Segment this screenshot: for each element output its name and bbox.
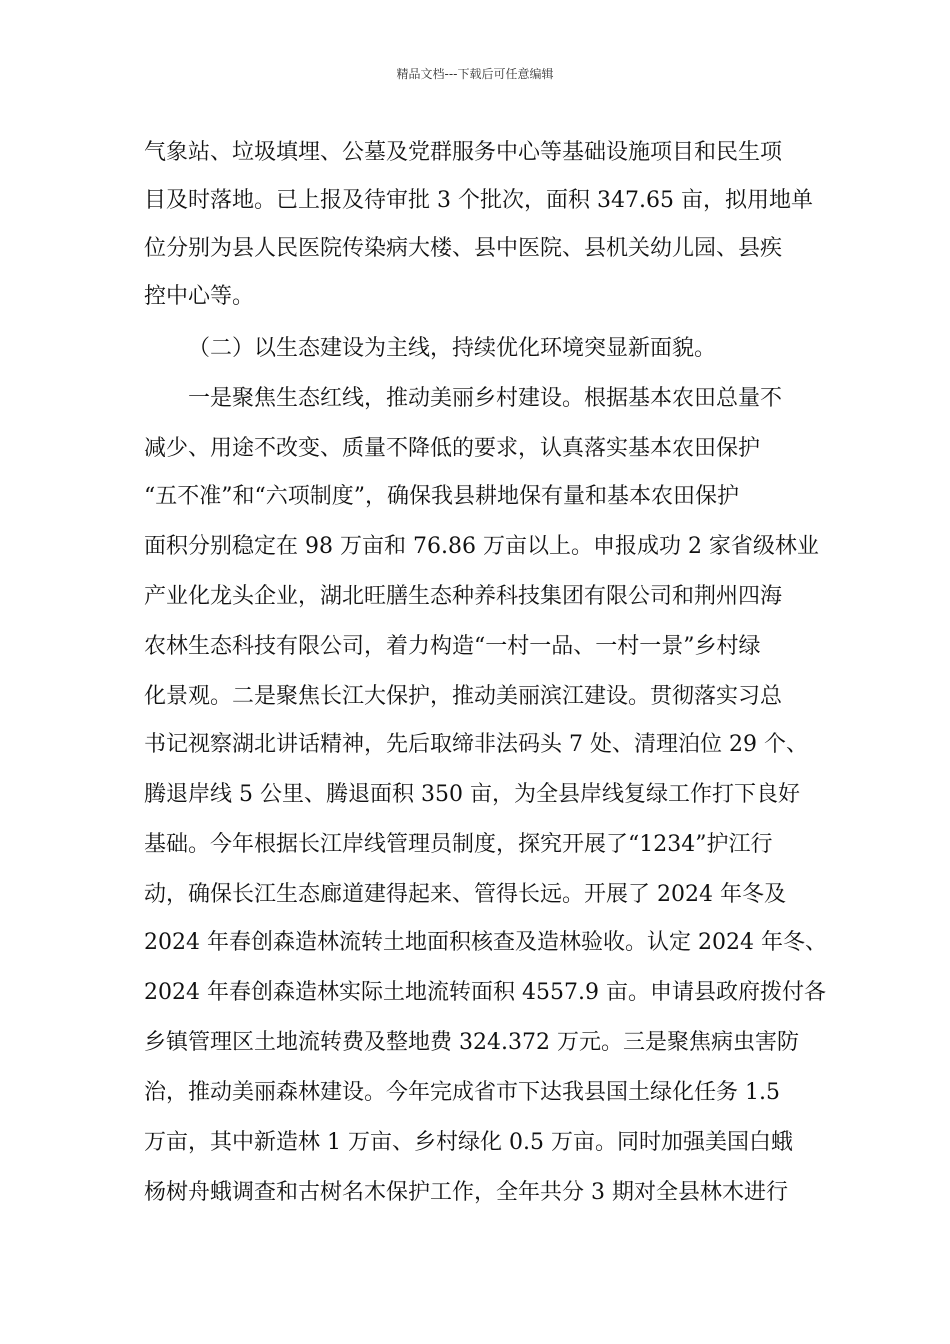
text-line: 杨树舟蛾调查和古树名木保护工作，全年共分 3 期对全县林木进行 bbox=[144, 1180, 788, 1205]
text-line: 面积分别稳定在 98 万亩和 76.86 万亩以上。申报成功 2 家省级林业 bbox=[144, 534, 819, 559]
page-header: 精品文档---下载后可任意编辑 bbox=[396, 67, 554, 81]
text-line: 目及时落地。已上报及待审批 3 个批次，面积 347.65 亩，拟用地单 bbox=[144, 188, 813, 213]
text-line: 产业化龙头企业，湖北旺膳生态种养科技集团有限公司和荆州四海 bbox=[144, 584, 783, 609]
text-line: 2024 年春创森造林实际土地流转面积 4557.9 亩。申请县政府拨付各 bbox=[144, 980, 826, 1005]
text-line: 腾退岸线 5 公里、腾退面积 350 亩，为全县岸线复绿工作打下良好 bbox=[144, 782, 800, 807]
text-line: 气象站、垃圾填埋、公墓及党群服务中心等基础设施项目和民生项 bbox=[144, 140, 783, 165]
text-line: 基础。今年根据长江岸线管理员制度，探究开展了“1234”护江行 bbox=[144, 832, 773, 857]
text-line: 2024 年春创森造林流转土地面积核查及造林验收。认定 2024 年冬、 bbox=[144, 930, 827, 955]
text-line: “五不准”和“六项制度”，确保我县耕地保有量和基本农田保护 bbox=[144, 484, 739, 509]
text-line: 减少、用途不改变、质量不降低的要求，认真落实基本农田保护 bbox=[144, 436, 761, 461]
text-line: 万亩，其中新造林 1 万亩、乡村绿化 0.5 万亩。同时加强美国白蛾 bbox=[144, 1130, 793, 1155]
text-line: 化景观。二是聚焦长江大保护，推动美丽滨江建设。贯彻落实习总 bbox=[144, 684, 783, 709]
text-line: 控中心等。 bbox=[144, 284, 255, 309]
text-line: 位分别为县人民医院传染病大楼、县中医院、县机关幼儿园、县疾 bbox=[144, 236, 783, 261]
text-line: 动，确保长江生态廊道建得起来、管得长远。开展了 2024 年冬及 bbox=[144, 882, 786, 907]
text-line: 书记视察湖北讲话精神，先后取缔非法码头 7 处、清理泊位 29 个、 bbox=[144, 732, 808, 757]
text-line: 一是聚焦生态红线，推动美丽乡村建设。根据基本农田总量不 bbox=[188, 386, 783, 411]
text-line: 农林生态科技有限公司，着力构造“一村一品、一村一景”乡村绿 bbox=[144, 634, 761, 659]
text-line: 乡镇管理区土地流转费及整地费 324.372 万元。三是聚焦病虫害防 bbox=[144, 1030, 799, 1055]
text-line: 治，推动美丽森林建设。今年完成省市下达我县国土绿化任务 1.5 bbox=[144, 1080, 780, 1105]
section-heading: （二）以生态建设为主线，持续优化环境突显新面貌。 bbox=[188, 336, 717, 361]
